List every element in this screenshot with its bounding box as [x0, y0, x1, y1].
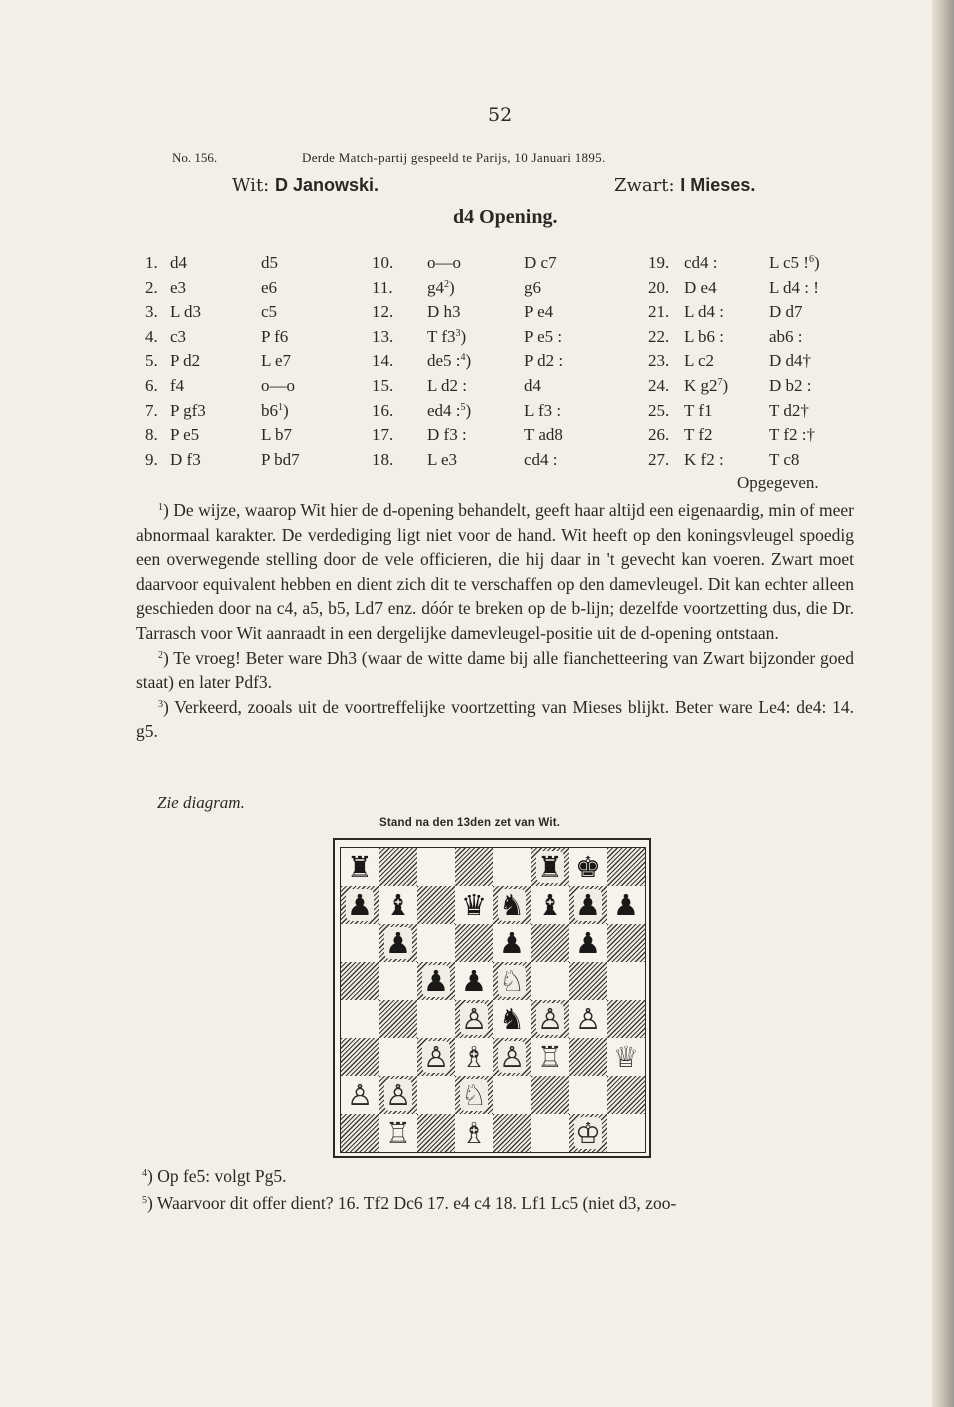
move-number [648, 450, 669, 470]
move-number [145, 351, 158, 371]
white-bishop-icon: ♗ [461, 1039, 487, 1074]
white-move [170, 278, 186, 298]
move-number [648, 327, 669, 347]
move-number-text: 10. [372, 253, 394, 272]
black-move-text: d4 [524, 376, 541, 395]
board-square [417, 886, 455, 924]
black-move-text: P f6 [261, 326, 289, 346]
move-number [145, 425, 158, 445]
board-square [341, 1038, 379, 1076]
white-move [684, 425, 713, 445]
white-move [427, 302, 461, 322]
black-move-text: P e4 [524, 302, 554, 322]
move-number-text: 13. [372, 326, 394, 346]
white-move [427, 425, 467, 445]
chess-diagram [333, 838, 651, 1158]
game-result: Opgegeven. [737, 473, 819, 492]
black-prefix: Zwart: [614, 175, 675, 196]
white-move-text: e3 [170, 277, 187, 297]
note-text: Te vroeg! Beter ware Dh3 (waar de witte dame bij alle fianchetteering van Zwart bijzonder goed staat) en later Pdf3. [136, 647, 854, 693]
white-move [684, 327, 724, 347]
move-number [145, 401, 158, 421]
white-bishop-icon: ♗ [461, 1115, 487, 1150]
board-square [531, 962, 569, 1000]
black-move-text: L d4 : ! [769, 277, 819, 297]
black-pawn-icon: ♟ [499, 925, 525, 960]
move-number [372, 376, 393, 396]
white-knight-icon: ♘ [461, 1078, 487, 1112]
white-move-text: L b6 : [684, 326, 724, 346]
white-king-icon: ♔ [575, 1116, 601, 1150]
white-move-text: c3 [170, 326, 187, 346]
white-move: ed4 :$^5$) [427, 400, 472, 420]
board-square [379, 1038, 417, 1076]
white-move [170, 376, 184, 396]
white-prefix: Wit: [232, 175, 270, 196]
black-move-text: T d2† [769, 400, 809, 420]
board-square [531, 1076, 569, 1114]
move-number-text: 20. [648, 277, 670, 297]
white-move-text: T f3 [427, 326, 456, 346]
white-move-text: cd4 : [684, 253, 718, 272]
move-number [648, 401, 669, 421]
white-move [427, 450, 457, 470]
white-pawn-icon: ♙ [461, 1002, 487, 1036]
move-number-text: 1. [145, 253, 158, 272]
black-move-text: L f3 : [524, 400, 562, 420]
black-move-text: T ad8 [524, 425, 563, 445]
board-square [531, 1038, 569, 1076]
note-marker: 1 [158, 502, 163, 513]
white-move-text: K g2 [684, 376, 718, 395]
board-square [379, 924, 417, 962]
black-pawn-icon: ♟ [575, 925, 601, 960]
board-square [531, 1000, 569, 1038]
white-move [170, 302, 201, 322]
footnote-text: Waarvoor dit offer dient? 16. Tf2 Dc6 17. e4 c4 18. Lf1 Lc5 (niet d3, zoo- [156, 1193, 677, 1213]
move-number-text: 6. [145, 376, 158, 395]
board-square [493, 1038, 531, 1076]
black-rook-icon: ♜ [347, 849, 373, 884]
move-number [145, 278, 158, 298]
board-square [607, 1000, 645, 1038]
black-move [769, 376, 812, 396]
black-knight-icon: ♞ [499, 1001, 525, 1036]
note-marker: 2 [158, 649, 163, 661]
note-1: $^1$) De wijze, waarop Wit hier de d-opening behandelt, geeft haar altijd een eigenaardig, min of meer abnormaal karakter. De verdediging ligt niet voor de hand. Wit heeft op den koningsvleugel spoedig een overwegende stelling door de vele officieren, die hij daar in 't gevecht kan voeren. Zwart moet daarvoor equivalent hebben en dient zich dit te verschaffen op den damevleugel. Dit kan echter alleen geschieden door na c4, a5, b5, Ld7 enz. dóór te breken op de b-lijn; dezelfde voortzetting dus, die Dr. Tarrasch voor Wit aanraadt in een dergelijke damevleugel-positie uit de d-opening ontstaan. [136, 500, 855, 643]
footnote-text: Op fe5: volgt Pg5. [157, 1166, 287, 1186]
move-number [372, 425, 393, 445]
black-move-text: c5 [261, 302, 278, 322]
white-move-text: P gf3 [170, 400, 206, 420]
black-move-text: P d2 : [524, 351, 564, 371]
move-note-marker: 7 [717, 377, 723, 388]
black-move-text: g6 [524, 277, 541, 297]
board-square [569, 1000, 607, 1038]
black-move-text: D c7 [524, 253, 557, 272]
board-square [379, 848, 417, 886]
board-square [417, 924, 455, 962]
board-square [493, 924, 531, 962]
board-square [341, 1114, 379, 1152]
white-queen-icon: ♕ [613, 1039, 639, 1074]
white-move-text: P d2 [170, 351, 201, 371]
white-move [427, 376, 467, 396]
board-square [379, 886, 417, 924]
white-pawn-icon: ♙ [537, 1002, 563, 1036]
black-move [261, 450, 300, 470]
white-move-text: L e3 [427, 449, 458, 469]
board-square [379, 1076, 417, 1114]
board-square [417, 1076, 455, 1114]
move-number-text: 12. [372, 302, 394, 322]
black-pawn-icon: ♟ [385, 926, 411, 960]
diagram-reference: Zie diagram. [157, 793, 245, 812]
black-pawn-icon: ♟ [423, 964, 449, 998]
white-name: D Janowski. [274, 175, 380, 195]
white-move-text: D f3 [170, 449, 201, 469]
white-move-text: o—o [427, 253, 461, 272]
move-number [372, 450, 393, 470]
note-text: Verkeerd, zooals uit de voortreffelijke voortzetting van Mieses blijkt. Beter ware Le4: de4: 14. g5. [136, 696, 854, 742]
black-move [524, 327, 562, 347]
white-move-text: ed4 : [427, 400, 461, 420]
move-number [372, 253, 393, 273]
white-move-text: f4 [170, 376, 185, 395]
black-move [261, 327, 288, 347]
move-number-text: 19. [648, 253, 670, 272]
board-square [493, 848, 531, 886]
move-number [145, 376, 158, 396]
board-square [455, 1076, 493, 1114]
board-square [531, 848, 569, 886]
black-move-text: b6 [261, 400, 278, 420]
move-number [648, 278, 669, 298]
move-note-marker: 5 [460, 401, 466, 413]
white-move-text: L d4 : [684, 302, 724, 322]
white-move-text: D h3 [427, 302, 461, 322]
white-move [170, 401, 206, 421]
board-square [531, 1114, 569, 1152]
move-number [145, 327, 158, 347]
black-move [769, 327, 803, 347]
black-move [524, 351, 563, 371]
black-move [769, 401, 809, 421]
black-move [769, 425, 815, 445]
white-move [170, 253, 187, 273]
black-move-text: T f2 :† [769, 425, 815, 445]
move-number [648, 376, 669, 396]
move-number-text: 27. [648, 449, 670, 469]
white-move-text: P e5 [170, 425, 200, 445]
board-square [417, 1114, 455, 1152]
white-move [684, 253, 718, 273]
move-number-text: 16. [372, 400, 394, 420]
board-square [455, 1114, 493, 1152]
black-move [769, 278, 819, 298]
white-rook-icon: ♖ [537, 1039, 563, 1074]
board-square [455, 886, 493, 924]
board-square [607, 962, 645, 1000]
black-move-text: P bd7 [261, 449, 300, 469]
board-square [569, 1038, 607, 1076]
board-square [417, 1038, 455, 1076]
board-square [493, 962, 531, 1000]
black-move-text: d5 [261, 253, 278, 272]
footnote-marker: 4 [142, 1168, 147, 1179]
move-note-marker: 2 [444, 278, 449, 290]
board-square [569, 1114, 607, 1152]
white-pawn-icon: ♙ [575, 1001, 601, 1036]
white-pawn-icon: ♙ [499, 1040, 525, 1074]
black-move-text: P e5 : [524, 326, 563, 346]
black-move [261, 351, 291, 371]
white-knight-icon: ♘ [499, 964, 525, 998]
move-number-text: 22. [648, 326, 670, 346]
board-square [379, 962, 417, 1000]
black-move-text: D d7 [769, 302, 803, 322]
board-square [493, 1076, 531, 1114]
white-move [684, 302, 724, 322]
move-number-text: 5. [145, 351, 158, 371]
move-number [145, 450, 158, 470]
white-move-text: d4 [170, 253, 187, 272]
board-square [455, 962, 493, 1000]
black-move [524, 425, 563, 445]
board-square [341, 924, 379, 962]
move-note-marker: 6 [808, 254, 814, 265]
black-move-text: L b7 [261, 425, 293, 445]
move-number-text: 14. [372, 351, 394, 371]
black-move [261, 425, 292, 445]
board-square [455, 848, 493, 886]
white-move-text: L d2 : [427, 376, 467, 395]
board-square [607, 1114, 645, 1152]
white-move-text: D e4 [684, 277, 717, 297]
note-2: $^2$) Te vroeg! Beter ware Dh3 (waar de witte dame bij alle fianchetteering van Zwart bijzonder goed staat) en later Pdf3. [136, 647, 854, 693]
white-rook-icon: ♖ [385, 1115, 411, 1150]
black-move-text: D b2 : [769, 376, 812, 395]
white-move [684, 450, 724, 470]
board-square [455, 1038, 493, 1076]
white-move-text: g4 [427, 277, 444, 297]
move-number-text: 24. [648, 376, 670, 395]
move-note-marker: 4 [460, 352, 466, 364]
black-move: $b6^1$) [261, 400, 289, 420]
move-number-text: 4. [145, 326, 158, 346]
white-pawn-icon: ♙ [423, 1040, 449, 1074]
black-move [524, 450, 558, 470]
board-square [531, 924, 569, 962]
black-move-text: T c8 [769, 449, 800, 469]
white-move: T $f3^3$) [427, 326, 467, 346]
white-move-text: L d3 [170, 302, 202, 322]
game-title: Derde Match-partij gespeeld te Parijs, 10 Januari 1895. [302, 150, 606, 165]
note-text: De wijze, waarop Wit hier de d-opening behandelt, geeft haar altijd een eigenaardig, min of meer abnormaal karakter. De verdediging ligt niet voor de hand. Wit heeft op den koningsvleugel spoedig een overwegende stelling door de vele officieren, die hij daar in 't gevecht kan voeren. Zwart moet daarvoor equivalent hebben en dient zich dit te verschaffen op den damevleugel. Dit kan echter alleen geschieden door na c4, a5, b5, Ld7 enz. dóór te breken op de b-lijn; dezelfde voortzetting dus, die Dr. Tarrasch voor Wit aanraadt in een dergelijke damevleugel-positie uit de d-opening ontstaan. [136, 500, 855, 643]
move-note-marker: 3 [455, 327, 461, 339]
black-move-text: o—o [261, 376, 295, 395]
move-number-text: 7. [145, 400, 158, 420]
note-3: $^3$) Verkeerd, zooals uit de voortreffelijke voortzetting van Mieses blijkt. Beter ware Le4: de4: 14. g5. [136, 696, 854, 742]
move-number-text: 15. [372, 376, 394, 395]
black-move [261, 278, 277, 298]
board-square [379, 1000, 417, 1038]
white-move [684, 401, 713, 421]
white-move: $g4^2$) [427, 277, 455, 297]
move-note-marker: 1 [278, 401, 283, 413]
page-number: 52 [488, 104, 513, 126]
white-move-text: K f2 : [684, 449, 724, 469]
black-move: L c5 !$^6$) [769, 253, 820, 272]
board-square [493, 1000, 531, 1038]
black-move-text: e6 [261, 277, 278, 297]
opening-title: d4 Opening. [453, 206, 558, 228]
board-square [607, 848, 645, 886]
chess-board [340, 847, 646, 1153]
board-square [569, 848, 607, 886]
move-number-text: 26. [648, 425, 670, 445]
move-number [648, 302, 669, 322]
board-square [569, 962, 607, 1000]
white-move [170, 351, 200, 371]
board-square [341, 962, 379, 1000]
black-move-text: L c5 ! [769, 253, 809, 272]
board-square [379, 1114, 417, 1152]
white-move-text: T f2 [684, 425, 713, 445]
black-pawn-icon: ♟ [347, 888, 373, 922]
white-move [684, 351, 714, 371]
black-player [614, 175, 755, 196]
black-move [524, 376, 541, 396]
black-move-text: cd4 : [524, 449, 558, 469]
white-move-text: L c2 [684, 351, 715, 371]
white-move [170, 327, 186, 347]
white-move: K $g2^7$) [684, 376, 729, 395]
board-square [341, 848, 379, 886]
board-square [607, 924, 645, 962]
white-move: de5 :$^4$) [427, 351, 472, 371]
white-player [232, 175, 379, 196]
white-move-text: T f1 [684, 400, 713, 420]
move-number [372, 302, 393, 322]
black-knight-icon: ♞ [499, 888, 525, 922]
white-move-text: de5 : [427, 351, 461, 371]
black-king-icon: ♚ [575, 849, 601, 884]
black-move [524, 278, 541, 298]
white-pawn-icon: ♙ [347, 1077, 373, 1112]
move-number-text: 23. [648, 351, 670, 371]
move-number-text: 17. [372, 425, 394, 445]
annotations [136, 498, 854, 744]
board-square [607, 1038, 645, 1076]
board-square [607, 1076, 645, 1114]
footnote-4: $^4$) Op fe5: volgt Pg5. [142, 1166, 287, 1186]
black-rook-icon: ♜ [537, 850, 563, 884]
move-number [372, 351, 393, 371]
white-move [170, 450, 201, 470]
footnote-5: $^5$) Waarvoor dit offer dient? 16. Tf2 Dc6 17. e4 c4 18. Lf1 Lc5 (niet d3, zoo- [142, 1193, 677, 1213]
board-square [493, 886, 531, 924]
black-move-text: L e7 [261, 351, 292, 371]
move-number [648, 351, 669, 371]
board-square [493, 1114, 531, 1152]
move-number [372, 401, 393, 421]
diagram-caption: Stand na den 13den zet van Wit. [379, 817, 561, 829]
black-pawn-icon: ♟ [613, 887, 639, 922]
black-pawn-icon: ♟ [575, 888, 601, 922]
note-marker: 3 [158, 698, 163, 710]
move-number-text: 25. [648, 400, 670, 420]
game-number: No. 156. [172, 150, 218, 165]
black-move [524, 253, 557, 273]
move-number-text: 18. [372, 449, 394, 469]
black-pawn-icon: ♟ [461, 963, 487, 998]
board-square [455, 924, 493, 962]
white-move [684, 278, 717, 298]
board-square [569, 924, 607, 962]
move-number-text: 3. [145, 302, 158, 322]
board-square [569, 886, 607, 924]
board-square [341, 1000, 379, 1038]
black-move [261, 376, 295, 396]
board-square [417, 962, 455, 1000]
board-square [531, 886, 569, 924]
black-bishop-icon: ♝ [537, 887, 563, 922]
move-number-text: 8. [145, 425, 158, 445]
board-square [417, 1000, 455, 1038]
move-number-text: 2. [145, 277, 158, 297]
white-move [427, 253, 461, 273]
black-bishop-icon: ♝ [385, 887, 411, 922]
page-edge [932, 0, 954, 1407]
black-move [261, 302, 277, 322]
move-number-text: 9. [145, 449, 158, 469]
black-move [769, 302, 803, 322]
black-move [524, 302, 553, 322]
board-square [607, 886, 645, 924]
move-number [372, 327, 393, 347]
black-move [524, 401, 561, 421]
black-move [261, 253, 278, 273]
black-move [769, 351, 811, 371]
footnote-marker: 5 [142, 1195, 147, 1206]
board-square [455, 1000, 493, 1038]
board-square [341, 1076, 379, 1114]
white-move [170, 425, 199, 445]
move-number [648, 425, 669, 445]
black-move-text: ab6 : [769, 326, 803, 346]
black-queen-icon: ♛ [461, 887, 487, 922]
move-number [145, 302, 158, 322]
board-square [417, 848, 455, 886]
move-number-text: 11. [372, 277, 393, 297]
move-number [648, 253, 669, 273]
move-number [372, 278, 393, 298]
board-square [569, 1076, 607, 1114]
board-square [341, 886, 379, 924]
white-move-text: D f3 : [427, 425, 467, 445]
black-move [769, 450, 799, 470]
white-pawn-icon: ♙ [385, 1078, 411, 1112]
move-number [145, 253, 158, 273]
move-number-text: 21. [648, 302, 670, 322]
black-name: I Mieses. [680, 175, 756, 195]
black-move-text: D d4† [769, 351, 812, 371]
